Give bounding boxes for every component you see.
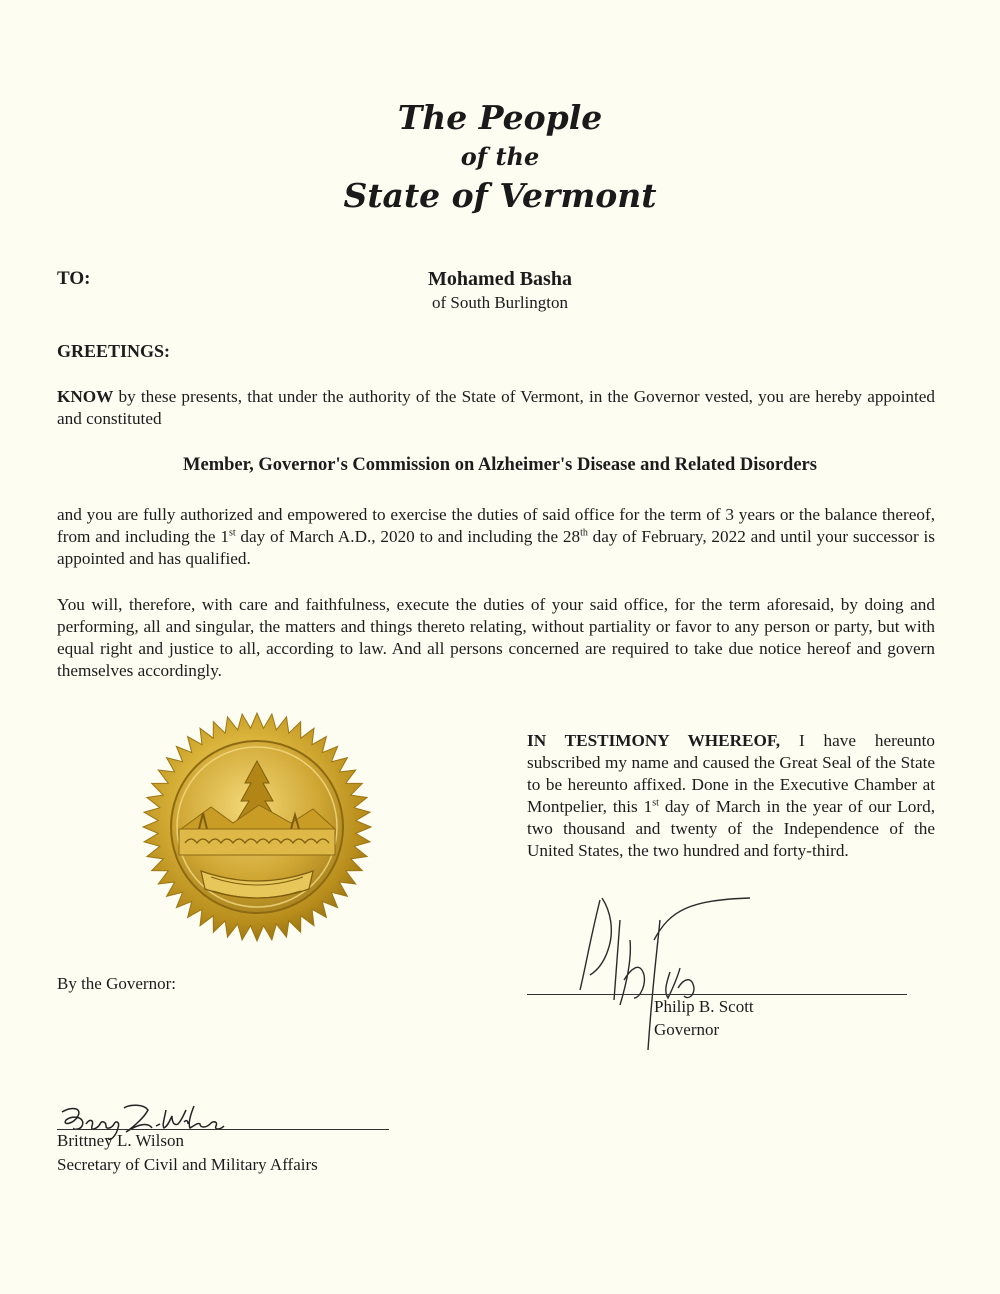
to-label: TO: [57,268,91,289]
term-sup1: st [228,527,236,539]
secretary-title: Secretary of Civil and Military Affairs [57,1155,318,1174]
term-part3: day of February, 2022 and until your successor is appointed and has qualified. [57,527,935,568]
know-lead: KNOW [57,387,114,406]
recipient-town: of South Burlington [431,293,568,312]
governor-signature-line [527,994,907,995]
term-part2: day of March A.D., 2020 to and including the 28 [235,527,581,546]
governor-title: Governor [654,1020,720,1039]
term-paragraph [57,504,935,570]
testimony-part2: day of March in the year of our Lord, two thousand and twenty of the Independence of the United States, the two hundred and forty-third. [527,797,935,860]
gold-seal-icon [141,711,373,943]
by-the-governor-label: By the Governor: [57,974,176,993]
testimony-part1: I have hereunto subscribed my name and caused the Great Seal of the State to be hereunto affixed. Done in the Executive Chamber at Montpelier, this 1 [527,731,935,816]
term-sup2: th [580,527,588,539]
heading-the-people: The People [397,98,603,137]
testimony-lead: IN TESTIMONY WHEREOF, [527,731,781,750]
greetings-label: GREETINGS: [57,341,171,361]
recipient-name: Mohamed Basha [428,268,572,290]
know-text: by these presents, that under the authority of the State of Vermont, in the Governor vested, you are hereby appointed and constituted [57,387,935,428]
secretary-signature-line [57,1129,389,1130]
testimony-paragraph [527,730,935,862]
know-paragraph [57,386,935,430]
testimony-sup: st [652,797,659,809]
heading-of-the: of the [460,142,540,171]
office-title: Member, Governor's Commission on Alzheimer's Disease and Related Disorders [183,455,817,475]
term-part1: and you are fully authorized and empowered to exercise the duties of said office for the term of 3 years or the balance thereof, from and including the 1 [57,505,935,546]
duties-paragraph: You will, therefore, with care and faithfulness, execute the duties of your said office, for the term aforesaid, by doing and performing, all and singular, the matters and things thereto relating, without partiality or favor to any person or party, but with equal right and justice to all, according to law. And all persons concerned are required to take due notice hereof and govern themselves accordingly. [57,595,935,680]
secretary-name: Brittney L. Wilson [57,1131,184,1150]
governor-name: Philip B. Scott [654,997,754,1016]
heading-state: State of Vermont [343,176,657,215]
